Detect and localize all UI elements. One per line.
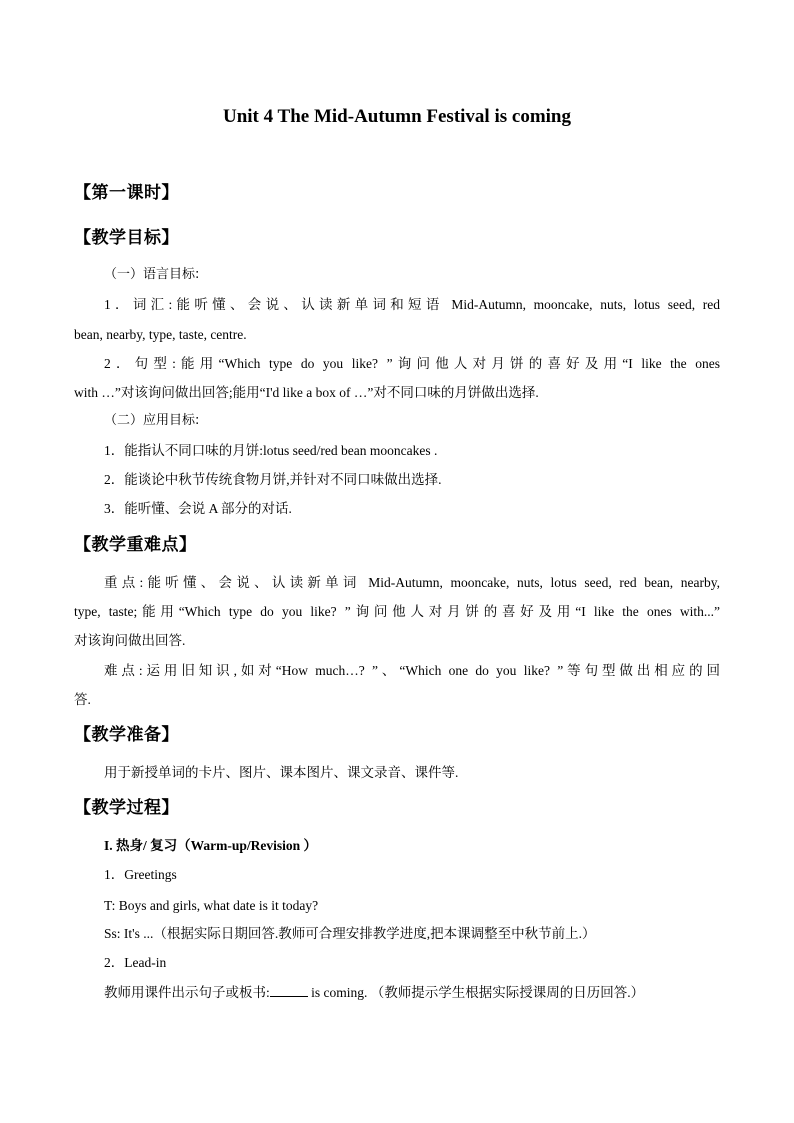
application-item-1: 1．能指认不同口味的月饼:lotus seed/red bean mooncakes .: [104, 443, 438, 458]
language-objectives-label: （一）语言目标:: [104, 267, 200, 282]
fill-blank: [270, 984, 308, 997]
process-heading: 【教学过程】: [74, 798, 179, 818]
application-objectives-label: （二）应用目标:: [104, 413, 200, 428]
focus-line-3: 对该询问做出回答.: [74, 633, 186, 648]
focus-line-1: 重点:能听懂、会说、认读新单词 Mid-Autumn, mooncake, nuts, lotus seed, red bean, nearby,: [104, 575, 720, 590]
difficulty-line-2: 答.: [74, 692, 91, 707]
greetings-label: 1．Greetings: [104, 867, 177, 882]
teacher-instruction-rest: is coming. （教师提示学生根据实际授课周的日历回答.）: [307, 985, 645, 1000]
vocab-line-2: bean, nearby, type, taste, centre.: [74, 327, 247, 342]
lead-in-label: 2．Lead-in: [104, 955, 167, 970]
application-item-3: 3．能听懂、会说 A 部分的对话.: [104, 501, 292, 516]
pattern-line-1: 2．句型:能用“Which type do you like? ”询问他人对月饼的喜好及用“I like the ones: [104, 356, 720, 371]
preparation-heading: 【教学准备】: [74, 725, 179, 745]
focus-line-2: type, taste;能用“Which type do you like? ”询问他人对月饼的喜好及用“I like the ones with...”: [74, 604, 720, 619]
preparation-text: 用于新授单词的卡片、图片、课本图片、课文录音、课件等.: [104, 765, 459, 780]
document-title: Unit 4 The Mid-Autumn Festival is coming: [222, 106, 571, 127]
teacher-line: T: Boys and girls, what date is it today?: [104, 898, 319, 913]
lesson-heading: 【第一课时】: [74, 183, 179, 203]
teacher-instruction: [104, 984, 720, 1002]
application-item-2: 2．能谈论中秋节传统食物月饼,并针对不同口味做出选择.: [104, 472, 442, 487]
objectives-heading: 【教学目标】: [74, 228, 179, 248]
students-line: Ss: It's ...（根据实际日期回答.教师可合理安排教学进度,把本课调整至中秋节前上.）: [104, 926, 596, 941]
process-step-1: I. 热身/ 复习（Warm-up/Revision ）: [104, 838, 318, 853]
key-points-heading: 【教学重难点】: [74, 535, 197, 555]
difficulty-line-1: 难点:运用旧知识,如对“How much…? ”、“Which one do you like? ”等句型做出相应的回: [104, 663, 720, 678]
vocab-line-1: 1．词汇:能听懂、会说、认读新单词和短语 Mid-Autumn, mooncake, nuts, lotus seed, red: [104, 297, 720, 312]
teacher-instruction-text: 教师用课件出示句子或板书:: [104, 985, 270, 1000]
pattern-line-2: with …”对该询问做出回答;能用“I'd like a box of …”对不同口味的月饼做出选择.: [74, 385, 539, 400]
